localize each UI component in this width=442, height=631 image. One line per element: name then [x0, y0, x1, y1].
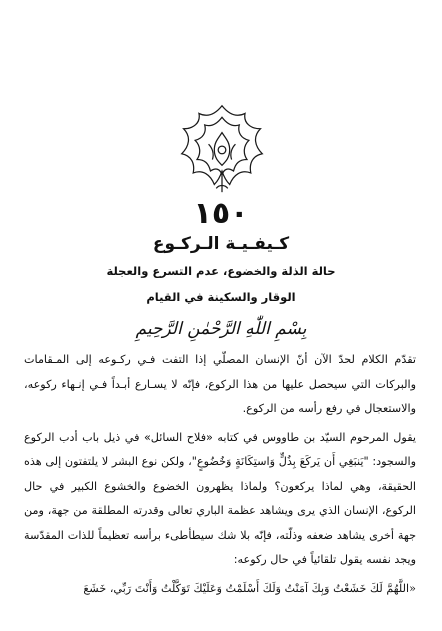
quote-line: «اللَّهُمَّ لَكَ خَشَعْتُ وَبِكَ آمَنْتُ وَلَكَ أَسْلَمْتُ وَعَلَيْكَ تَوَكَّلْتُ وَأَنْتَ رَبِّي، خَشَعَ — [83, 581, 416, 595]
chapter-subtitle-line1: حالة الذلة والخضوع، عدم التسرع والعجلة — [106, 264, 336, 278]
chapter-title: كـيفـيـة الـركـوع — [152, 234, 290, 254]
floral-ornament-icon — [174, 100, 270, 196]
chapter-subtitle-line2: الوقار والسكينة في القيام — [146, 290, 296, 304]
body-text — [24, 348, 416, 605]
paragraph: تقدّم الكلام لحدّ الآن أنّ الإنسان المصلّي إذا التفت فـي ركـوعه إلى المـقامات والبركات التي سيحصل عليها من هذا الركوع، فإنّه لا يسـارع أبـداً فـي إنـهاء ركوعه، والاستعجال في رفع رأسه من الركوع. — [24, 353, 416, 415]
chapter-number: ١٥٠ — [193, 196, 249, 231]
basmala-calligraphy: بِسْمِ اللّٰهِ الرَّحْمٰنِ الرَّحِيمِ — [135, 319, 307, 339]
paragraph: يقول المرحوم السيّد بن طاووس في كتابه «فلاح السائل» في ذيل باب أدب الركوع والسجود: "يَنبَغِي أَن يَركَعَ بِذُلٍّ وَاستِكَانَةٍ وَخُضُوعٍ"، ولكن نوع البشر لا يلتفتون إلى هذه الحقيقة، وهي لماذا يركعون؟ ولماذا يظهرون الخضوع والخشوع الكبير في حال الركوع، الإنسان الذي يرى ويشاهد عظمة الباري تعالى وقدرته المطلقة من جهة، ومن جهة أخرى يشاهد ضعفه وذلّته، فإنّه بلا شك سيطأطىء برأسه تعظيماً للذات المقدّسة ويجد نفسه يقول تلقائياً في حال ركوعه: — [24, 430, 416, 566]
